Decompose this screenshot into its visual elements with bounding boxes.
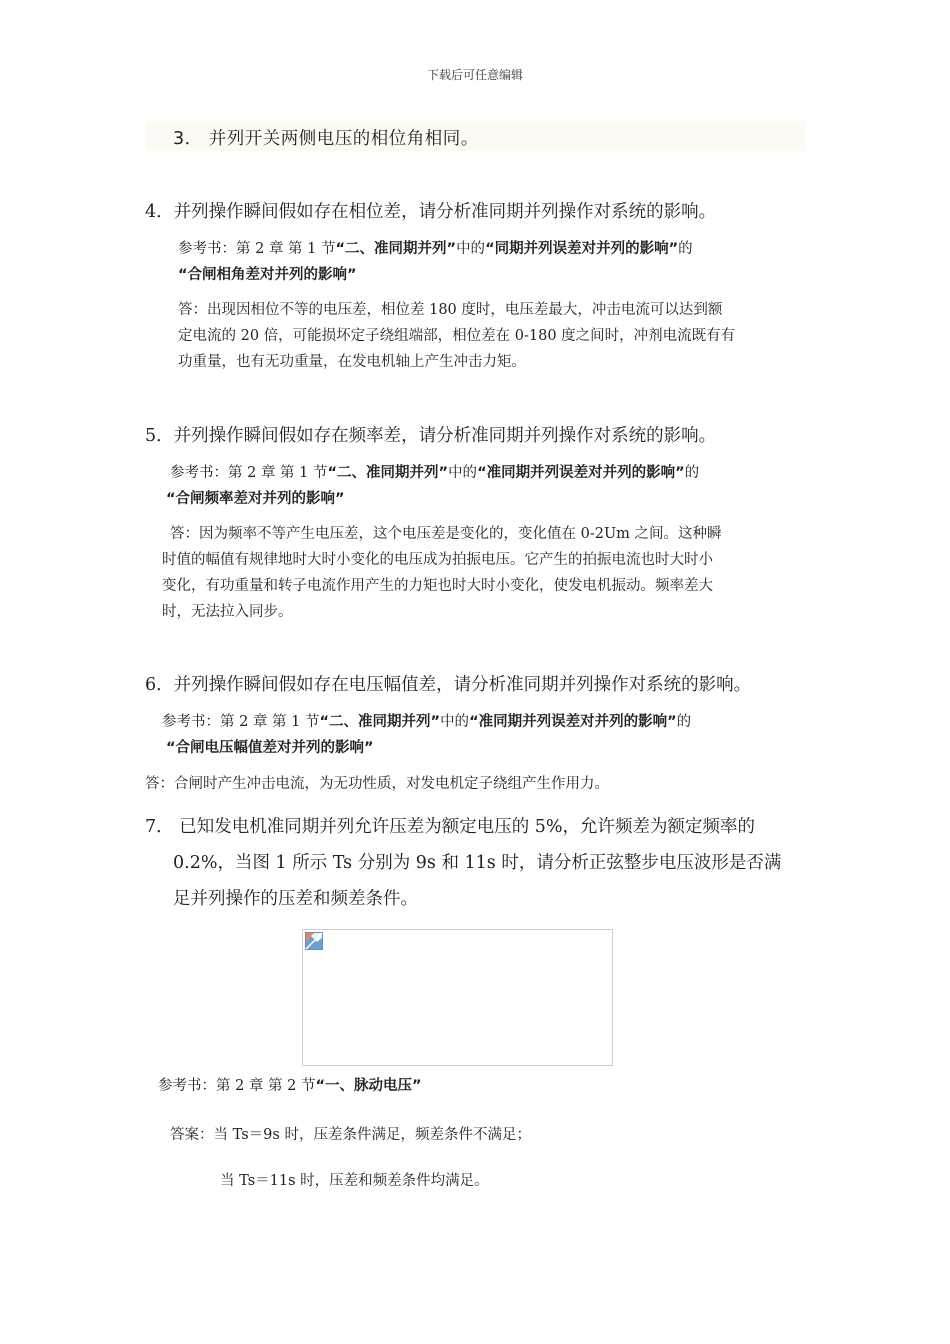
answer-7-line-2: 当 Ts＝11s 时，压差和频差条件均满足。	[220, 1173, 489, 1189]
reference-5: 参考书：第 2 章 第 1 节“二、准同期并列”中的“准同期并列误差对并列的影响”的 “合闸频率差对并列的影响”	[166, 465, 700, 507]
answer-7-line-1: 答案：当 Ts＝9s 时，压差条件满足，频差条件不满足；	[170, 1127, 531, 1143]
reference-4: 参考书：第 2 章 第 1 节“二、准同期并列”中的“同期并列误差对并列的影响”的 “合闸相角差对并列的影响”	[178, 241, 693, 283]
page-header: 下载后可任意编辑	[426, 68, 523, 82]
figure-1-placeholder	[302, 929, 613, 1066]
question-7: 7． 已知发电机准同期并列允许压差为额定电压的 5%，允许频差为额定频率的 0.2%，当图 1 所示 Ts 分别为 9s 和 11s 时，请分析正弦整步电压波形是否满 足并列操作的压差和频差条件。	[145, 817, 782, 909]
broken-image-icon	[305, 932, 323, 950]
item-3-text: 3． 并列开关两侧电压的相位角相同。	[173, 129, 479, 149]
answer-6: 答：合闸时产生冲击电流，为无功性质，对发电机定子绕组产生作用力。	[145, 776, 609, 792]
question-4: 4．并列操作瞬间假如存在相位差，请分析准同期并列操作对系统的影响。	[145, 202, 717, 222]
answer-4: 答：出现因相位不等的电压差，相位差 180 度时，电压差最大，冲击电流可以达到额 定电流的 20 倍，可能损坏定子绕组端部，相位差在 0-180 度之间时，冲剂电流既有有 功重量，也有无功重量，在发电机轴上产生冲击力矩。	[178, 302, 736, 370]
question-6: 6．并列操作瞬间假如存在电压幅值差，请分析准同期并列操作对系统的影响。	[145, 675, 752, 695]
reference-7: 参考书：第 2 章 第 2 节“一、脉动电压”	[158, 1078, 422, 1094]
item-3-highlight	[145, 121, 805, 151]
answer-5: 答：因为频率不等产生电压差，这个电压差是变化的，变化值在 0-2Um 之间。这种瞬 时值的幅值有规律地时大时小变化的电压成为拍振电压。它产生的拍振电流也时大时小 变化，有功重量和转子电流作用产生的力矩也时大时小变化，使发电机振动。频率差大 时，无法拉入同步。	[162, 526, 722, 620]
question-5: 5．并列操作瞬间假如存在频率差，请分析准同期并列操作对系统的影响。	[145, 426, 717, 446]
reference-6: 参考书：第 2 章 第 1 节“二、准同期并列”中的“准同期并列误差对并列的影响”的 “合闸电压幅值差对并列的影响”	[162, 714, 692, 756]
